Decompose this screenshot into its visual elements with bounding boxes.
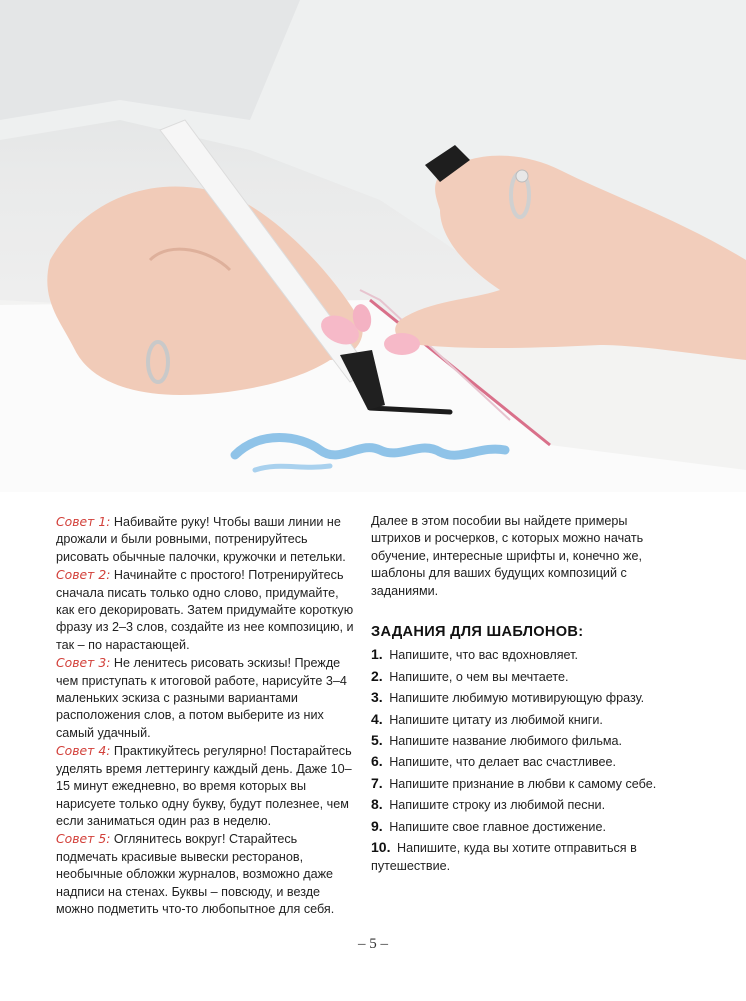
tip-3 bbox=[56, 654, 354, 742]
task-number: 4. bbox=[371, 710, 383, 727]
intro-paragraph: Далее в этом пособии вы найдете примеры штрихов и росчерков, с которых можно начать обучение, интересные шрифты и, конечно же, шаблоны для ваших будущих композиций с заданиями. bbox=[371, 514, 644, 598]
photo-illustration bbox=[0, 0, 746, 492]
task-text: Напишите, что делает вас счастливее. bbox=[389, 755, 617, 770]
task-text: Напишите признание в любви к самому себе. bbox=[389, 776, 657, 791]
task-number: 2. bbox=[371, 667, 383, 684]
task-item bbox=[371, 796, 671, 814]
task-number: 1. bbox=[371, 646, 383, 663]
tip-5 bbox=[56, 830, 354, 918]
task-number: 8. bbox=[371, 796, 383, 813]
task-text: Напишите строку из любимой песни. bbox=[389, 798, 606, 813]
tip-text: Практикуйтесь регулярно! Постарайтесь уделять время леттерингу каждый день. Даже 10–15 минут ежедневно, во время которых вы нарисуете только одну букву, будут полезнее, чем если заниматься один раз в неделю. bbox=[56, 744, 352, 828]
task-text: Напишите любимую мотивирующую фразу. bbox=[389, 691, 645, 706]
tip-2 bbox=[56, 566, 354, 654]
task-number: 9. bbox=[371, 817, 383, 834]
task-item bbox=[371, 818, 671, 836]
tasks-heading: ЗАДАНИЯ ДЛЯ ШАБЛОНОВ: bbox=[371, 624, 584, 641]
task-number: 3. bbox=[371, 689, 383, 706]
tip-label: Совет 4: bbox=[56, 743, 111, 759]
tip-text: Не ленитесь рисовать эскизы! Прежде чем приступать к итоговой работе, нарисуйте 3–4 маленьких эскиза с разными вариантами расположения слов, а потом выберите из них самый удачный. bbox=[56, 656, 347, 740]
lettering-photo bbox=[0, 0, 746, 492]
task-item bbox=[371, 668, 671, 686]
task-number: 6. bbox=[371, 753, 383, 770]
tip-label: Совет 2: bbox=[56, 567, 111, 583]
task-item bbox=[371, 775, 671, 793]
task-text: Напишите цитату из любимой книги. bbox=[389, 712, 603, 727]
tasks-column bbox=[371, 513, 671, 878]
task-item bbox=[371, 839, 671, 875]
tip-label: Совет 3: bbox=[56, 655, 111, 671]
task-item bbox=[371, 732, 671, 750]
task-number: 10. bbox=[371, 839, 391, 856]
task-item bbox=[371, 646, 671, 664]
task-item bbox=[371, 753, 671, 771]
tip-label: Совет 5: bbox=[56, 831, 111, 847]
task-item bbox=[371, 711, 671, 729]
tip-4 bbox=[56, 742, 354, 830]
tip-text: Начинайте с простого! Потренируйтесь сначала писать только одно слово, придумайте, как его декорировать. Затем придумайте короткую фразу из 2–3 слов, создайте из нее композицию, и так – по нарастающей. bbox=[56, 568, 354, 652]
tips-column bbox=[56, 513, 354, 918]
task-text: Напишите свое главное достижение. bbox=[389, 819, 606, 834]
task-text: Напишите название любимого фильма. bbox=[389, 734, 623, 749]
task-number: 5. bbox=[371, 732, 383, 749]
tip-1 bbox=[56, 513, 354, 566]
page-number: – 5 – bbox=[358, 936, 388, 952]
task-text: Напишите, куда вы хотите отправиться в путешествие. bbox=[371, 841, 637, 873]
task-item bbox=[371, 689, 671, 707]
task-text: Напишите, о чем вы мечтаете. bbox=[389, 669, 569, 684]
tip-text: Набивайте руку! Чтобы ваши линии не дрожали и были ровными, потренируйтесь рисовать обычные палочки, кружочки и петельки. bbox=[56, 515, 346, 564]
tip-text: Оглянитесь вокруг! Старайтесь подмечать красивые вывески ресторанов, необычные обложки журналов, возможно даже надписи на стенах. Буквы – повсюду, и везде можно подметить что-то любопытное для себя. bbox=[56, 832, 335, 916]
tip-label: Совет 1: bbox=[56, 514, 111, 529]
task-number: 7. bbox=[371, 774, 383, 791]
task-text: Напишите, что вас вдохновляет. bbox=[389, 648, 578, 663]
